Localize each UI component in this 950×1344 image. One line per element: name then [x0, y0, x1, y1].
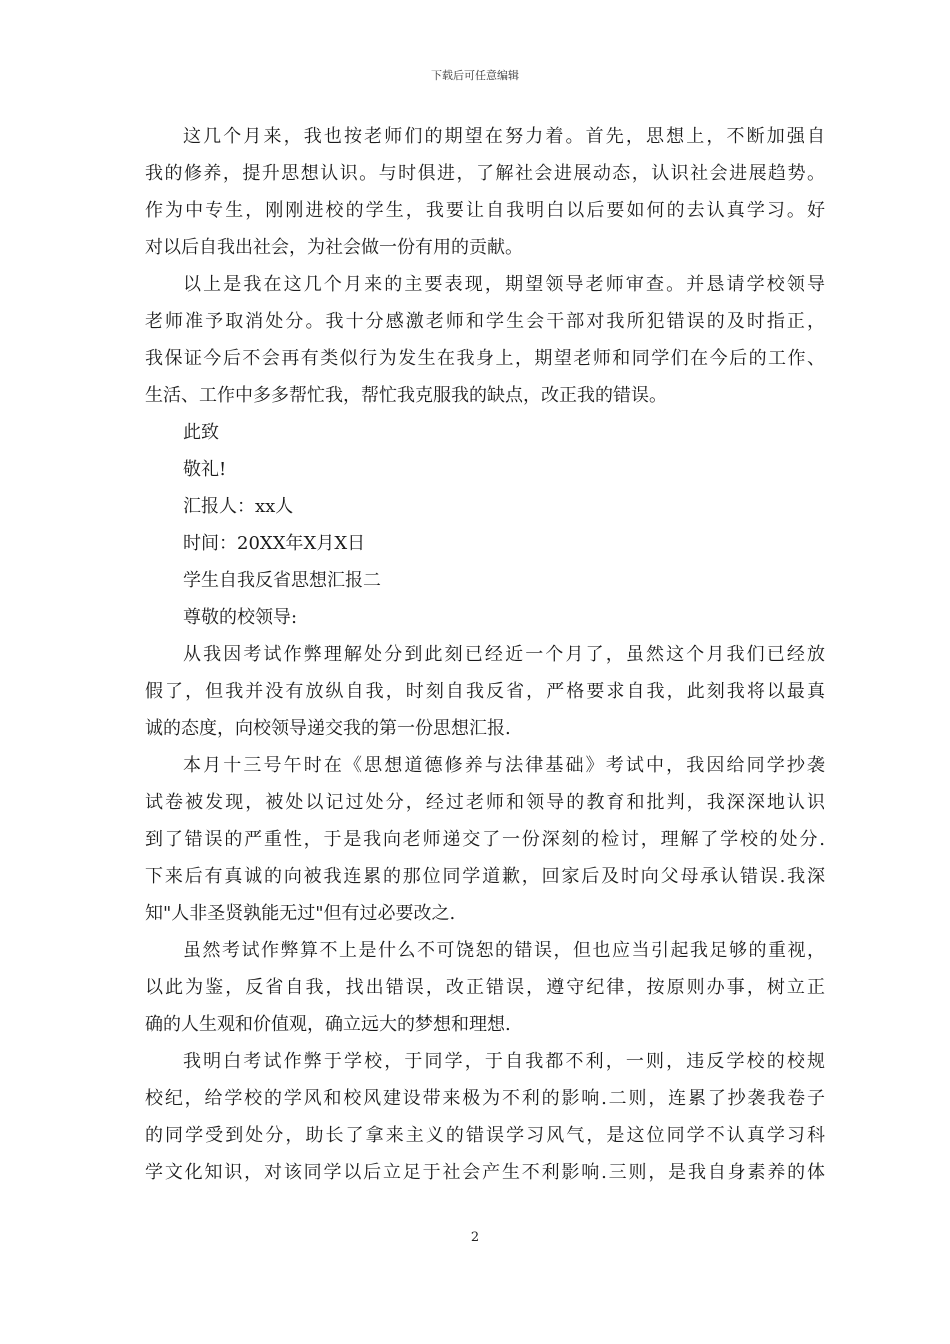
text-line: 生活、工作中多多帮忙我，帮忙我克服我的缺点，改正我的错误。 [145, 385, 667, 406]
text-line: 汇报人：xx人 [183, 496, 294, 517]
page-number: 2 [470, 1230, 480, 1245]
text-line: 学文化知识，对该同学以后立足于社会产生不利影响.三则，是我自身素养的体 [145, 1162, 825, 1183]
text-line: 我保证今后不会再有类似行为发生在我身上，期望老师和同学们在今后的工作、 [145, 348, 825, 369]
text-line: 试卷被发现，被处以记过处分，经过老师和领导的教育和批判，我深深地认识 [145, 792, 825, 813]
text-line: 下来后有真诚的向被我连累的那位同学道歉，回家后及时向父母承认错误.我深 [145, 866, 825, 887]
text-line: 假了，但我并没有放纵自我，时刻自我反省，严格要求自我，此刻我将以最真 [145, 681, 825, 702]
text-line: 学生自我反省思想汇报二 [183, 570, 381, 591]
text-line: 尊敬的校领导: [183, 607, 298, 628]
text-line: 到了错误的严重性，于是我向老师递交了一份深刻的检讨，理解了学校的处分. [145, 829, 825, 850]
text-line: 作为中专生，刚刚进校的学生，我要让自我明白以后要如何的去认真学习。好 [145, 200, 825, 221]
text-line: 的同学受到处分，助长了拿来主义的错误学习风气，是这位同学不认真学习科 [145, 1125, 825, 1146]
document-body [145, 118, 825, 1191]
text-line: 虽然考试作弊算不上是什么不可饶恕的错误，但也应当引起我足够的重视， [183, 940, 825, 961]
text-line: 我明白考试作弊于学校，于同学，于自我都不利，一则，违反学校的校规 [183, 1051, 825, 1072]
text-line: 对以后自我出社会，为社会做一份有用的贡献。 [145, 237, 523, 258]
text-line: 以此为鉴，反省自我，找出错误，改正错误，遵守纪律，按原则办事，树立正 [145, 977, 825, 998]
text-line: 我的修养，提升思想认识。与时俱进，了解社会进展动态，认识社会进展趋势。 [145, 163, 825, 184]
text-line: 校纪，给学校的学风和校风建设带来极为不利的影响.二则，连累了抄袭我卷子 [145, 1088, 825, 1109]
text-line: 时间：20XX年X月X日 [183, 533, 366, 554]
page-header-note: 下载后可任意编辑 [431, 69, 519, 82]
text-line: 敬礼! [183, 459, 227, 480]
text-line: 以上是我在这几个月来的主要表现，期望领导老师审查。并恳请学校领导 [183, 274, 825, 295]
text-line: 知"人非圣贤孰能无过"但有过必要改之. [145, 903, 456, 924]
text-line: 老师准予取消处分。我十分感激老师和学生会干部对我所犯错误的及时指正， [145, 311, 825, 332]
text-line: 此致 [183, 422, 219, 443]
text-line: 诚的态度，向校领导递交我的第一份思想汇报. [145, 718, 511, 739]
text-line: 这几个月来，我也按老师们的期望在努力着。首先，思想上，不断加强自 [183, 126, 825, 147]
text-line: 确的人生观和价值观，确立远大的梦想和理想. [145, 1014, 511, 1035]
text-line: 从我因考试作弊理解处分到此刻已经近一个月了，虽然这个月我们已经放 [183, 644, 825, 665]
text-line: 本月十三号午时在《思想道德修养与法律基础》考试中，我因给同学抄袭 [183, 755, 825, 776]
